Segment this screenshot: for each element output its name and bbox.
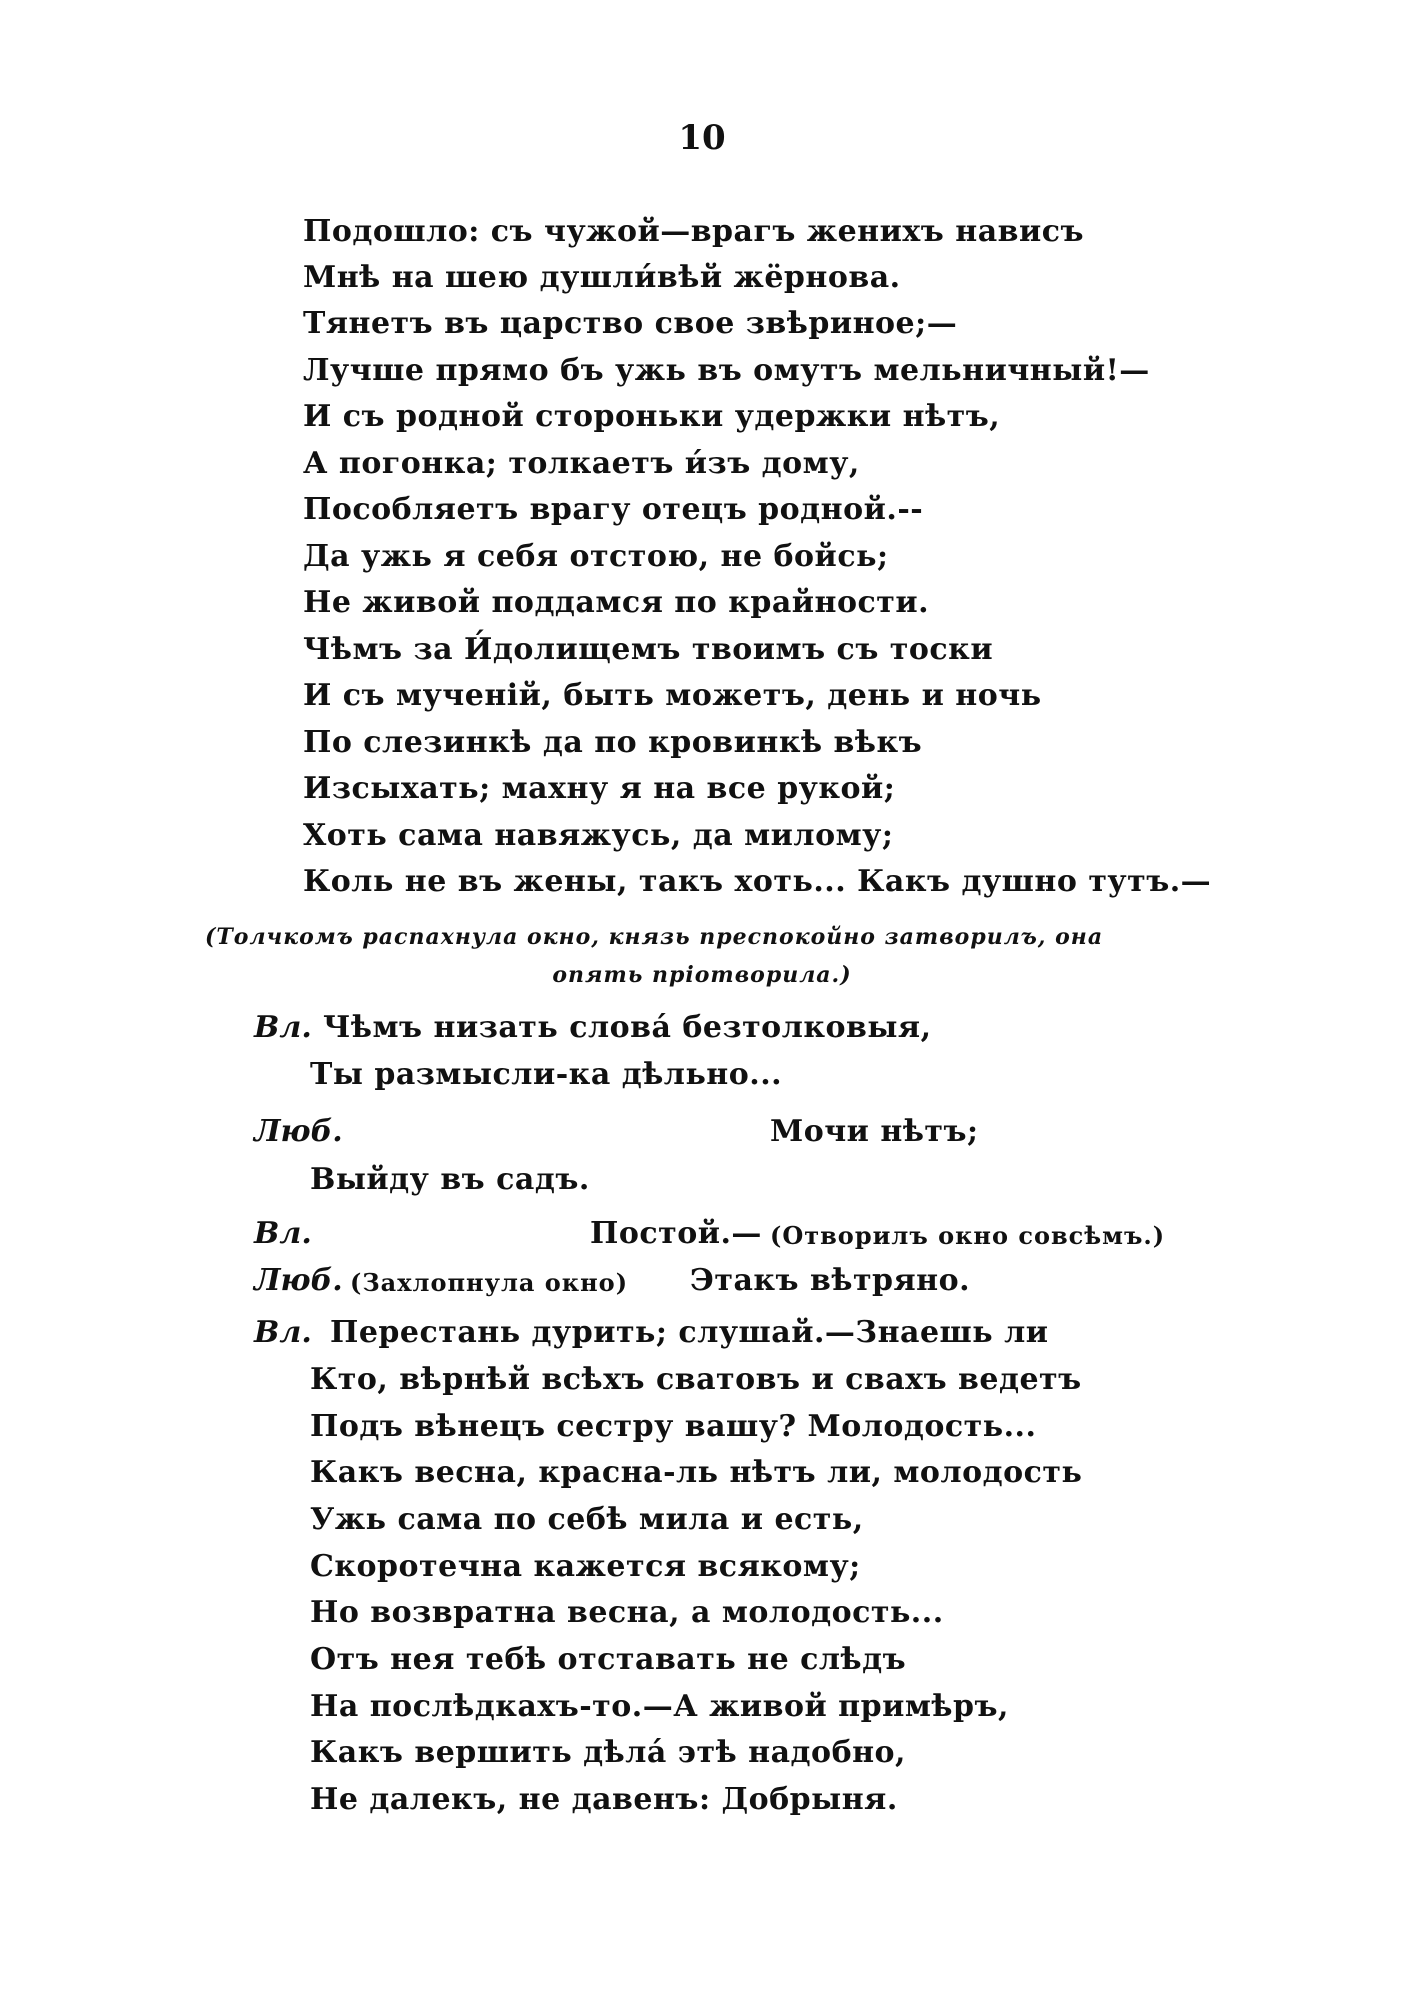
verse-line: Отъ нея тебѣ отставать не слѣдъ [310,1642,907,1677]
stage-direction: (Захлопнула окно) [350,1268,629,1297]
speaker-label: Вл. [254,1010,312,1045]
verse-line: Лучше прямо бъ ужь въ омутъ мельничный!— [303,353,1150,388]
verse-line: Ужь сама по себѣ мила и есть, [310,1502,864,1537]
verse-line: Подошло: съ чужой—врагъ женихъ нависъ [303,214,1085,249]
verse-line: Изсыхать; махну я на все рукой; [303,771,896,806]
verse-line: По слезинкѣ да по кровинкѣ вѣкъ [303,725,923,760]
verse-line: Пособляетъ врагу отецъ родной.-- [303,492,924,527]
verse-line: И съ родной стороньки удержки нѣтъ, [303,399,1001,434]
dialogue-line: Постой.— [590,1216,762,1251]
verse-line: Подъ вѣнецъ сестру вашу? Молодость... [310,1409,1037,1444]
stage-direction: (Толчкомъ распахнула окно, князь преспокойно затворилъ, она [205,924,1104,950]
dialogue-line: Мочи нѣтъ; [770,1114,979,1149]
verse-line: Какъ весна, красна-ль нѣтъ ли, молодость [310,1455,1083,1490]
verse-line: Коль не въ жены, такъ хоть... Какъ душно тутъ.— [303,864,1212,899]
dialogue-line: Чѣмъ низать слова́ безтолковыя, [323,1010,932,1045]
verse-line: Не живой поддамся по крайности. [303,585,930,620]
verse-line: Тянетъ въ царство свое звѣриное;— [303,306,958,341]
verse-line: Чѣмъ за И́долищемъ твоимъ съ тоски [303,632,994,667]
dialogue-line: Перестань дурить; слушай.—Знаешь ли [330,1315,1049,1350]
verse-line: А погонка; толкаетъ и́зъ дому, [303,446,860,481]
verse-line: Хоть сама навяжусь, да милому; [303,818,894,853]
verse-line: Да ужь я себя отстою, не бойсь; [303,539,889,574]
stage-direction: (Отворилъ окно совсѣмъ.) [770,1221,1166,1250]
speaker-label: Люб. [254,1114,343,1149]
verse-line: Кто, вѣрнѣй всѣхъ сватовъ и свахъ ведетъ [310,1362,1082,1397]
speaker-label: Вл. [254,1216,312,1251]
verse-line: И съ мученій, быть можетъ, день и ночь [303,678,1042,713]
verse-line: На послѣдкахъ-то.—А живой примѣръ, [310,1689,1009,1724]
dialogue-line: Ты размысли-ка дѣльно... [310,1057,783,1092]
verse-line: Не далекъ, не давенъ: Добрыня. [310,1782,898,1817]
verse-line: Какъ вершить дѣла́ этѣ надобно, [310,1735,906,1770]
verse-line: Но возвратна весна, а молодость... [310,1595,944,1630]
stage-direction: опять пріотворила.) [552,962,852,988]
speaker-label: Люб. [254,1263,343,1298]
speaker-label: Вл. [254,1315,312,1350]
verse-line: Мнѣ на шею душли́вѣй жёрнова. [303,260,901,295]
page-number: 10 [678,118,726,158]
dialogue-line: Выйду въ садъ. [310,1162,590,1197]
dialogue-line: Этакъ вѣтряно. [690,1263,971,1298]
verse-line: Скоротечна кажется всякому; [310,1549,861,1584]
